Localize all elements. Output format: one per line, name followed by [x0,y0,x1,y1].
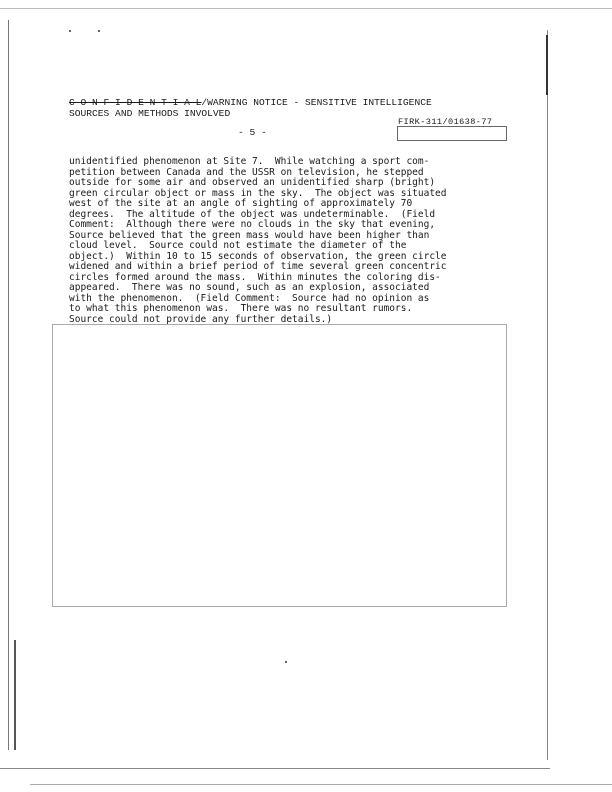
scan-edge-left [8,20,9,750]
body-text [69,157,509,325]
warning-notice-line2: SOURCES AND METHODS INVOLVED [69,108,231,119]
body-line: appeared. There was no sound, such as an explosion, associated [69,282,430,293]
document-reference: FIRK-311/01638-77 [398,117,493,127]
struck-classification: C O N F I D E N T I A L [69,97,202,108]
body-line: Source believed that the green mass would have been higher than [69,229,430,241]
scan-edge-right-mark [546,35,548,95]
body-line: Comment: Although there were no clouds in the sky that evening, [69,219,436,230]
body-line: circles formed around the mass. Within minutes the coloring dis- [69,271,441,283]
redacted-area [52,324,507,607]
body-line: to what this phenomenon was. There was no resultant rumors. [69,303,413,314]
body-line: widened and within a brief period of time several green concentric [69,261,447,272]
body-line: unidentified phenomenon at Site 7. While watching a sport com- [69,156,430,167]
classification-header [69,97,432,108]
scan-edge-bottom-2 [30,784,612,785]
reference-box [397,126,507,141]
body-line: Source could not provide any further details.) [69,313,333,325]
body-line: green circular object or mass in the sky. The object was situated [69,187,447,199]
scan-speck [285,661,287,663]
body-line: degrees. The altitude of the object was undeterminable. (Field [69,208,436,220]
body-line: petition between Canada and the USSR on television, he stepped [69,166,424,178]
scan-speck [69,30,71,32]
page-number: - 5 - [238,127,267,138]
body-line: object.) Within 10 to 15 seconds of observation, the green circle [69,250,447,262]
body-line: outside for some air and observed an unidentified sharp (bright) [69,177,436,188]
scan-edge-bottom [0,768,550,769]
body-line: with the phenomenon. (Field Comment: Source had no opinion as [69,292,430,304]
warning-notice: /WARNING NOTICE - SENSITIVE INTELLIGENCE [201,97,432,108]
scan-edge-left-mark [14,640,16,750]
body-line: west of the site at an angle of sighting of approximately 70 [69,198,413,209]
scan-edge-right [547,30,548,760]
body-line: cloud level. Source could not estimate the diameter of the [69,240,407,251]
scan-speck [98,30,100,32]
scan-edge-top [0,8,612,9]
